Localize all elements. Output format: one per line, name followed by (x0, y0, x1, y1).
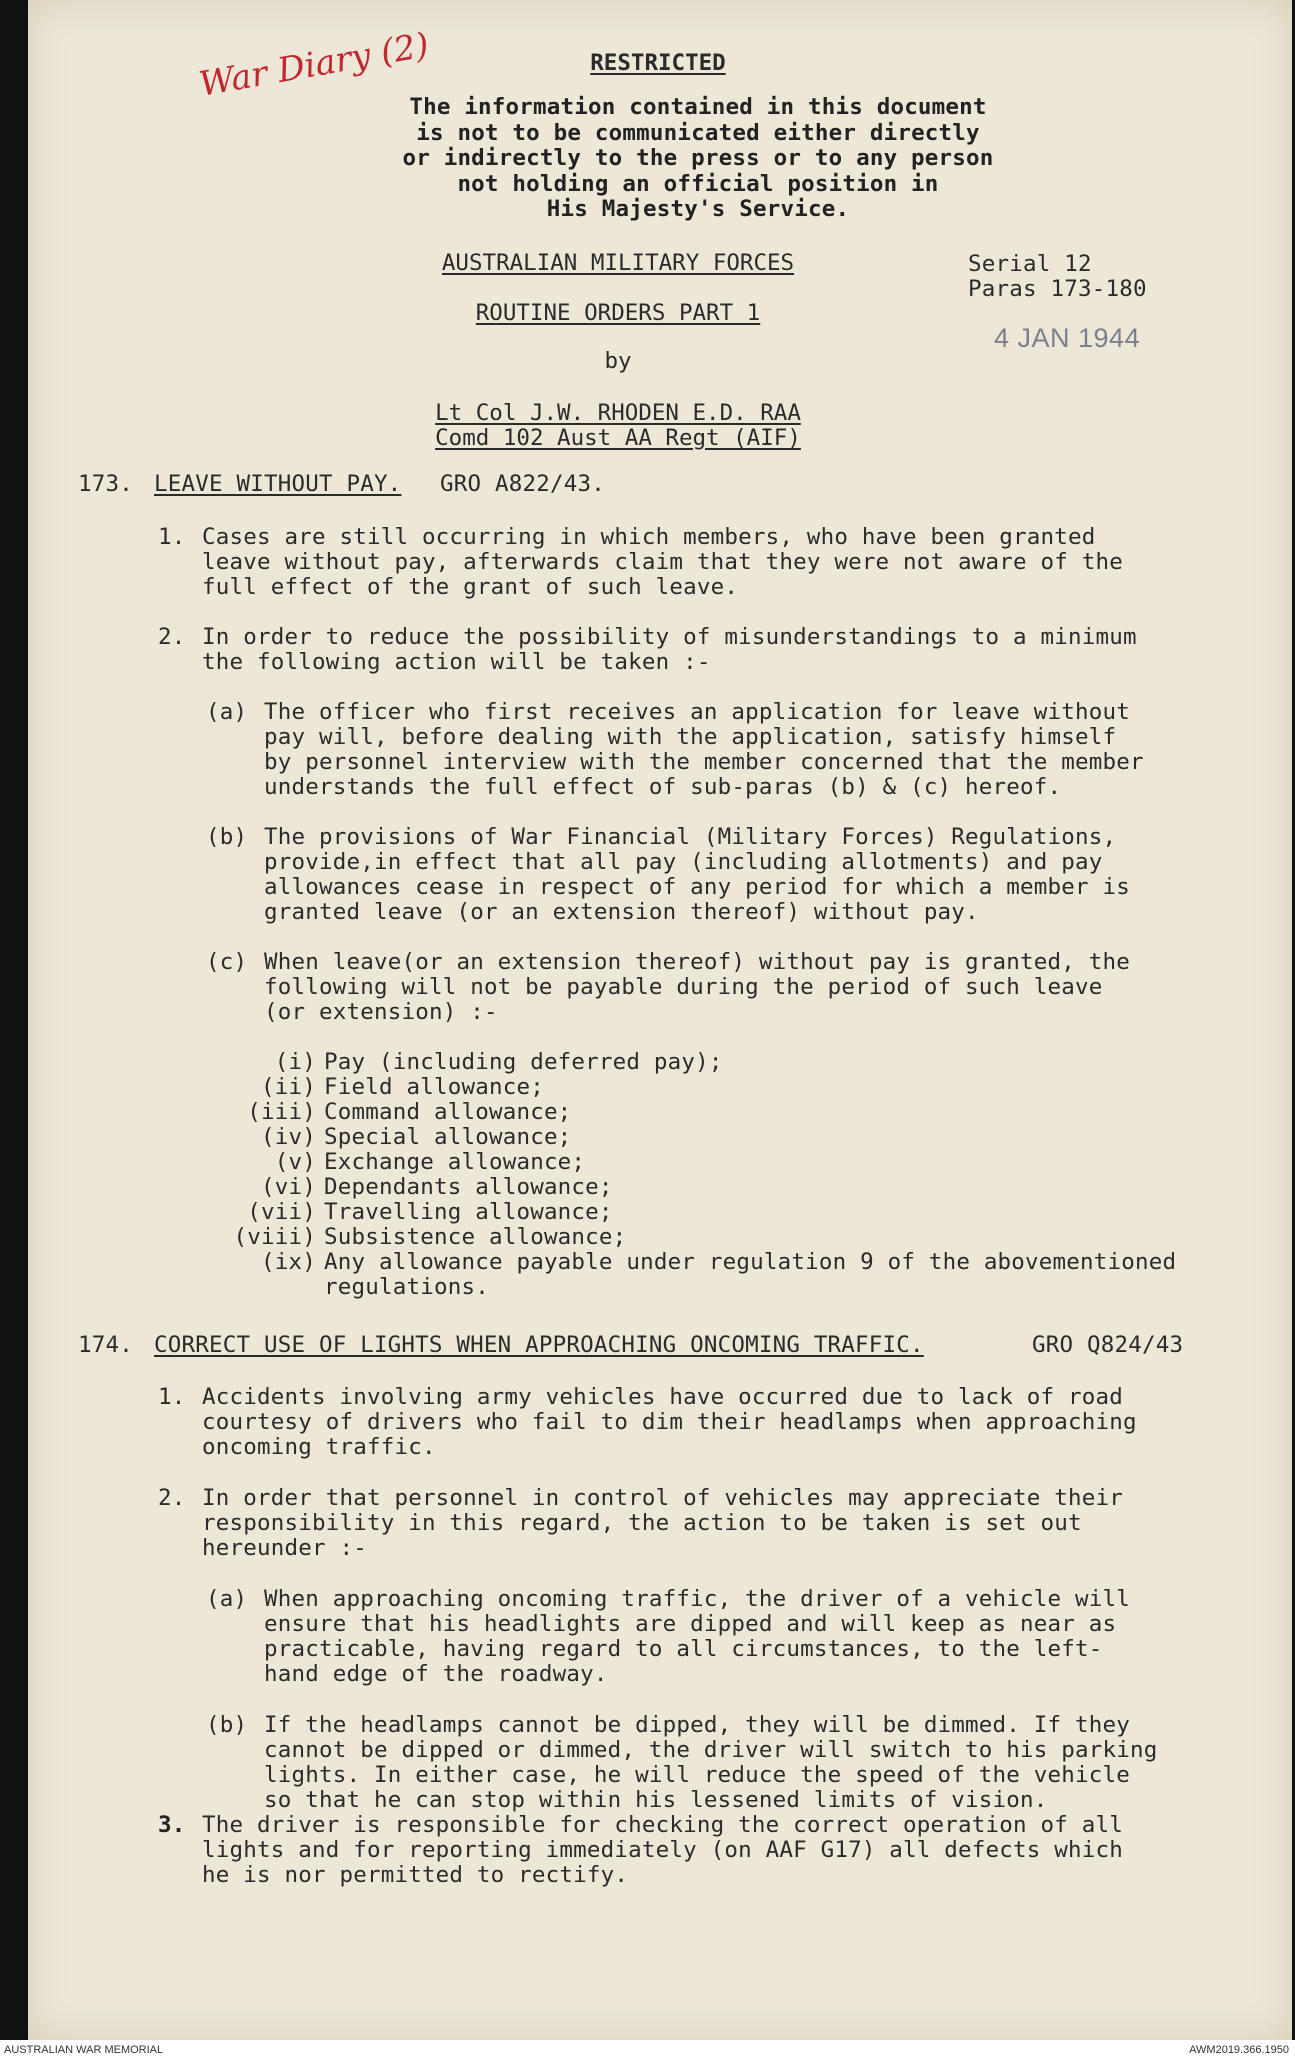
clause-text: The officer who first receives an application for leave without (264, 699, 1131, 725)
para-173-heading: LEAVE WITHOUT PAY. (154, 471, 402, 497)
allowance-text: Pay (including deferred pay); (324, 1049, 723, 1075)
date-stamp: 4 JAN 1944 (994, 323, 1141, 353)
clause-label: (a) (206, 1586, 248, 1612)
para-174-number: 174. (78, 1332, 133, 1358)
subpara-text: the following action will be taken :- (202, 649, 711, 675)
allowance-text: Command allowance; (324, 1099, 572, 1125)
clause-text: The provisions of War Financial (Military Forces) Regulations, (264, 824, 1117, 850)
subpara-text: responsibility in this regard, the action to be taken is set out (202, 1510, 1082, 1536)
clause-label: (c) (206, 949, 248, 975)
subpara-text: he is nor permitted to rectify. (202, 1862, 629, 1888)
subpara-text: full effect of the grant of such leave. (202, 574, 739, 600)
clause-text: provide,in effect that all pay (including allotments) and pay (264, 849, 1103, 875)
clause-text: practicable, having regard to all circumstances, to the left- (264, 1636, 1103, 1662)
clause-text: If the headlamps cannot be dipped, they will be dimmed. If they (264, 1712, 1131, 1738)
notice-line: not holding an official position in (457, 170, 939, 197)
allowance-text: Any allowance payable under regulation 9 of the abovementioned (324, 1249, 1177, 1275)
notice-line: is not to be communicated either directly (416, 119, 980, 146)
orders-title: ROUTINE ORDERS PART 1 (475, 300, 761, 326)
by-line: by (604, 348, 632, 374)
clause-text: following will not be payable during the period of such leave (264, 974, 1103, 1000)
allowance-label: (i) (274, 1049, 316, 1075)
handwritten-annotation: War Diary (2) (196, 25, 432, 105)
allowance-label: (iv) (261, 1124, 316, 1150)
notice-line: The information contained in this document (409, 94, 987, 120)
footer-institution: AUSTRALIAN WAR MEMORIAL (4, 2044, 164, 2056)
allowance-text: Dependants allowance; (324, 1174, 613, 1200)
notice-line: His Majesty's Service. (546, 196, 850, 222)
subpara-text: The driver is responsible for checking the correct operation of all (202, 1812, 1123, 1838)
clause-text: ensure that his headlights are dipped and will keep as near as (264, 1611, 1117, 1637)
subpara-text: oncoming traffic. (202, 1434, 436, 1460)
allowance-label: (vi) (261, 1174, 316, 1200)
clause-text: hand edge of the roadway. (264, 1661, 608, 1687)
allowance-text: regulations. (324, 1274, 489, 1300)
subpara-text: Cases are still occurring in which members, who have been granted (202, 524, 1096, 550)
clause-text: When leave(or an extension thereof) without pay is granted, the (264, 949, 1131, 975)
allowance-label: (viii) (233, 1224, 316, 1250)
clause-text: (or extension) :- (264, 999, 498, 1025)
clause-label: (a) (206, 699, 248, 725)
clause-text: allowances cease in respect of any period for which a member is (264, 874, 1131, 900)
paras-range: Paras 173-180 (968, 276, 1147, 302)
allowance-text: Field allowance; (324, 1074, 544, 1100)
subpara-text: Accidents involving army vehicles have occurred due to lack of road (202, 1384, 1123, 1410)
subpara-number: 2. (158, 624, 186, 650)
allowance-text: Travelling allowance; (324, 1199, 613, 1225)
footer-accession: AWM2019.366.1950 (1189, 2044, 1289, 2056)
notice-line: or indirectly to the press or to any person (402, 145, 994, 171)
clause-text: by personnel interview with the member concerned that the member (264, 749, 1144, 775)
allowance-text: Special allowance; (324, 1124, 572, 1150)
document-page (28, 0, 1292, 2040)
security-notice (358, 95, 1038, 223)
subpara-number: 1. (158, 1384, 186, 1410)
clause-text: understands the full effect of sub-paras (b) & (c) hereof. (264, 774, 1062, 800)
para-174-heading: CORRECT USE OF LIGHTS WHEN APPROACHING ONCOMING TRAFFIC. (154, 1332, 924, 1358)
allowance-text: Subsistence allowance; (324, 1224, 627, 1250)
subpara-text: courtesy of drivers who fail to dim their headlamps when approaching (202, 1409, 1137, 1435)
subpara-text: lights and for reporting immediately (on AAF G17) all defects which (202, 1837, 1123, 1863)
para-173-number: 173. (78, 471, 133, 497)
clause-text: lights. In either case, he will reduce the speed of the vehicle (264, 1762, 1131, 1788)
subpara-number: 3. (158, 1812, 186, 1838)
allowance-text: Exchange allowance; (324, 1149, 586, 1175)
clause-text: cannot be dipped or dimmed, the driver will switch to his parking (264, 1737, 1158, 1763)
officer-name: Lt Col J.W. RHODEN E.D. RAA (435, 400, 801, 426)
archive-footer (0, 2040, 1295, 2061)
allowance-label: (vii) (247, 1199, 316, 1225)
subpara-text: In order to reduce the possibility of misunderstandings to a minimum (202, 624, 1137, 650)
allowance-label: (ii) (261, 1074, 316, 1100)
clause-text: When approaching oncoming traffic, the driver of a vehicle will (264, 1586, 1131, 1612)
subpara-text: leave without pay, afterwards claim that they were not aware of the (202, 549, 1123, 575)
allowance-label: (iii) (247, 1099, 316, 1125)
clause-label: (b) (206, 824, 248, 850)
restricted-heading: RESTRICTED (590, 50, 726, 76)
subpara-number: 1. (158, 524, 186, 550)
forces-title: AUSTRALIAN MILITARY FORCES (441, 250, 795, 276)
subpara-number: 2. (158, 1485, 186, 1511)
subpara-text: hereunder :- (202, 1535, 367, 1561)
allowance-label: (v) (274, 1149, 316, 1175)
para-174-reference: GRO Q824/43 (1032, 1332, 1184, 1358)
clause-text: pay will, before dealing with the application, satisfy himself (264, 724, 1117, 750)
para-173-reference: GRO A822/43. (440, 471, 605, 497)
command-line: Comd 102 Aust AA Regt (AIF) (435, 425, 801, 451)
subpara-text: In order that personnel in control of vehicles may appreciate their (202, 1485, 1123, 1511)
clause-text: granted leave (or an extension thereof) without pay. (264, 899, 979, 925)
serial-number: Serial 12 (968, 251, 1092, 277)
clause-text: so that he can stop within his lessened limits of vision. (264, 1787, 1048, 1813)
allowance-label: (ix) (261, 1249, 316, 1275)
clause-label: (b) (206, 1712, 248, 1738)
